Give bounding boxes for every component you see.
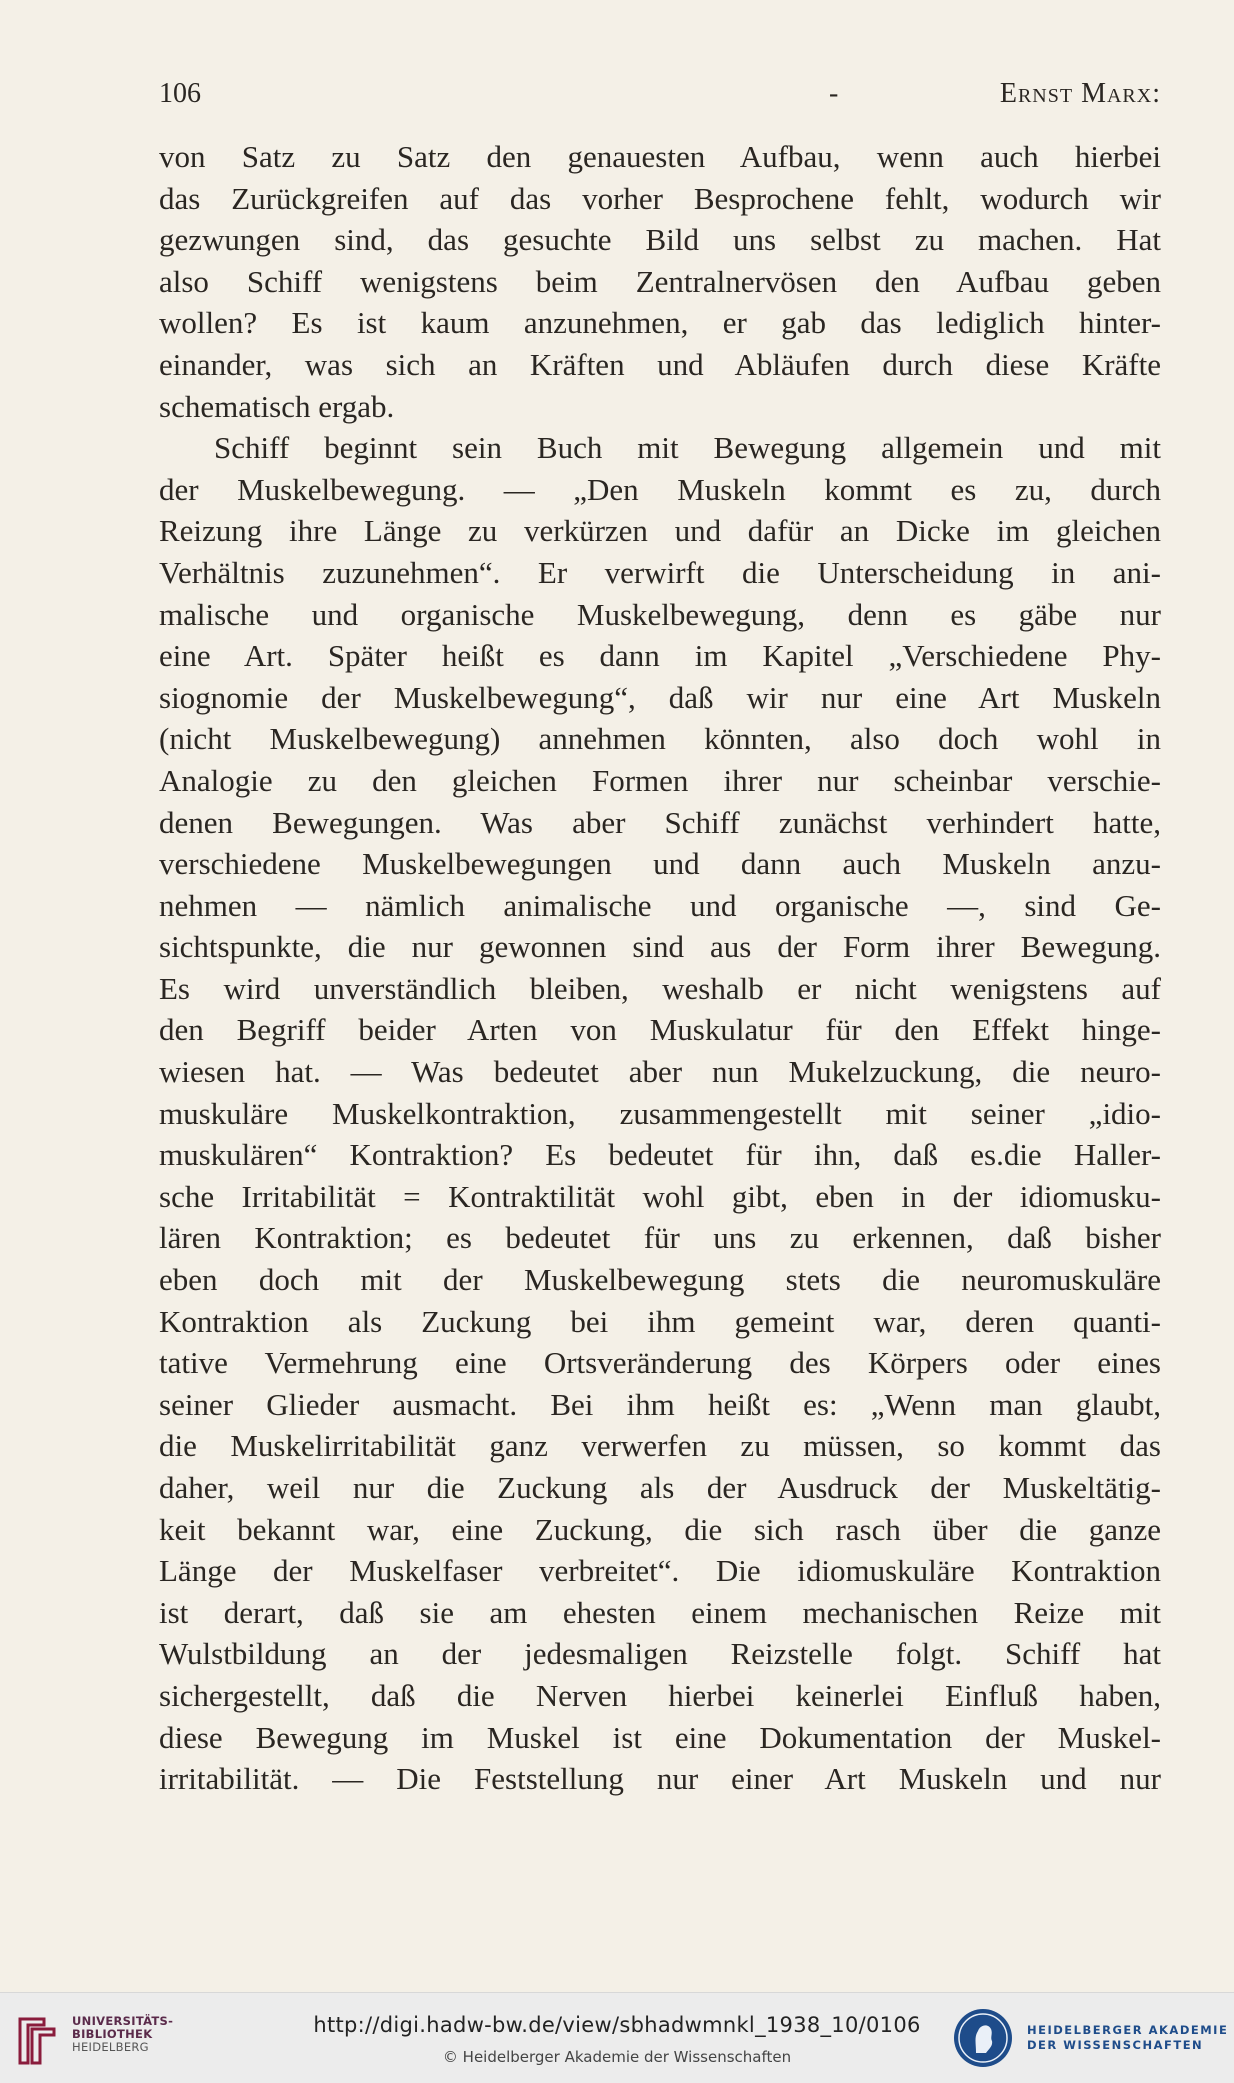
ub-line-2: BIBLIOTHEK — [72, 2027, 153, 2041]
text-line: den Begriff beider Arten von Muskulatur für den Effekt hinge- — [159, 1012, 1161, 1048]
text-line: diese Bewegung im Muskel ist eine Dokumentation der Muskel- — [159, 1719, 1161, 1755]
footer-bar — [0, 1992, 1234, 2083]
text-line: irritabilität. — Die Feststellung nur einer Art Muskeln und nur — [159, 1761, 1161, 1797]
text-line: seiner Glieder ausmacht. Bei ihm heißt es: „Wenn man glaubt, — [159, 1386, 1161, 1422]
header-separator: - — [829, 78, 839, 109]
text-line: lären Kontraktion; es bedeutet für uns zu erkennen, daß bisher — [159, 1220, 1161, 1256]
ub-line-1: UNIVERSITÄTS- — [72, 2014, 174, 2028]
text-line: wiesen hat. — Was bedeutet aber nun Mukelzuckung, die neuro- — [159, 1054, 1161, 1090]
text-line: (nicht Muskelbewegung) annehmen könnten, also doch wohl in — [159, 721, 1161, 757]
text-line: siognomie der Muskelbewegung“, daß wir nur eine Art Muskeln — [159, 679, 1161, 715]
header-author: Ernst Marx: — [999, 78, 1161, 109]
text-line: keit bekannt war, eine Zuckung, die sich rasch über die ganze — [159, 1511, 1161, 1547]
text-line: Kontraktion als Zuckung bei ihm gemeint war, deren quanti- — [159, 1303, 1161, 1339]
text-line: Reizung ihre Länge zu verkürzen und dafür an Dicke im gleichen — [159, 513, 1161, 549]
text-line: von Satz zu Satz den genauesten Aufbau, wenn auch hierbei — [159, 139, 1161, 174]
text-line: nehmen — nämlich animalische und organische —, sind Ge- — [159, 887, 1161, 923]
text-line: Schiff beginnt sein Buch mit Bewegung allgemein und mit — [214, 430, 1161, 466]
ub-line-3: HEIDELBERG — [72, 2040, 149, 2054]
text-line: das Zurückgreifen auf das vorher Besprochene fehlt, wodurch wir — [159, 180, 1161, 216]
text-line: sche Irritabilität = Kontraktilität wohl gibt, eben in der idiomusku- — [159, 1178, 1161, 1214]
text-line: der Muskelbewegung. — „Den Muskeln kommt es zu, durch — [159, 471, 1161, 507]
text-line: ist derart, daß sie am ehesten einem mechanischen Reize mit — [159, 1594, 1161, 1630]
page-number: 106 — [159, 78, 201, 109]
text-line: Es wird unverständlich bleiben, weshalb er nicht wenigstens auf — [159, 970, 1161, 1006]
running-header — [159, 78, 1161, 114]
text-line: wollen? Es ist kaum anzunehmen, er gab das lediglich hinter- — [159, 305, 1161, 341]
text-line: einander, was sich an Kräften und Abläufen durch diese Kräfte — [159, 346, 1161, 382]
text-line: denen Bewegungen. Was aber Schiff zunächst verhindert hatte, — [159, 804, 1161, 840]
text-line: die Muskelirritabilität ganz verwerfen zu müssen, so kommt das — [159, 1428, 1161, 1464]
text-line: malische und organische Muskelbewegung, denn es gäbe nur — [159, 596, 1161, 632]
text-line: verschiedene Muskelbewegungen und dann auch Muskeln anzu- — [159, 846, 1161, 882]
text-line: eine Art. Später heißt es dann im Kapitel „Verschiedene Phy- — [159, 638, 1161, 674]
academy-line-2: DER WISSENSCHAFTEN — [1027, 2038, 1204, 2052]
text-line: sichtspunkte, die nur gewonnen sind aus der Form ihrer Bewegung. — [159, 929, 1161, 965]
academy-seal-icon — [952, 2007, 1014, 2069]
text-line: gezwungen sind, das gesuchte Bild uns selbst zu machen. Hat — [159, 222, 1161, 258]
text-line: schematisch ergab. — [159, 388, 395, 424]
academy-line-1: HEIDELBERGER AKADEMIE — [1027, 2023, 1229, 2037]
text-line: Wulstbildung an der jedesmaligen Reizstelle folgt. Schiff hat — [159, 1636, 1161, 1672]
body-text — [159, 136, 1161, 1800]
text-line: sichergestellt, daß die Nerven hierbei keinerlei Einfluß haben, — [159, 1677, 1161, 1713]
source-url-link[interactable]: http://digi.hadw-bw.de/view/sbhadwmnkl_1938_10/0106 — [313, 2013, 921, 2037]
copyright-text: © Heidelberger Akademie der Wissenschaften — [442, 2048, 792, 2066]
text-line: eben doch mit der Muskelbewegung stets die neuromuskuläre — [159, 1262, 1161, 1298]
text-line: Verhältnis zuzunehmen“. Er verwirft die Unterscheidung in ani- — [159, 554, 1161, 590]
academy-label — [1027, 2023, 1228, 2053]
text-line: also Schiff wenigstens beim Zentralnervösen den Aufbau geben — [159, 263, 1161, 299]
text-line: tative Vermehrung eine Ortsveränderung des Körpers oder eines — [159, 1345, 1161, 1381]
text-line: Analogie zu den gleichen Formen ihrer nur scheinbar verschie- — [159, 762, 1161, 798]
text-line: daher, weil nur die Zuckung als der Ausdruck der Muskeltätig- — [159, 1470, 1161, 1505]
text-line: muskuläre Muskelkontraktion, zusammengestellt mit seiner „idio- — [159, 1095, 1161, 1131]
text-line: muskulären“ Kontraktion? Es bedeutet für ihn, daß es.die Haller- — [159, 1137, 1161, 1173]
text-line: Länge der Muskelfaser verbreitet“. Die idiomuskuläre Kontraktion — [159, 1553, 1161, 1589]
